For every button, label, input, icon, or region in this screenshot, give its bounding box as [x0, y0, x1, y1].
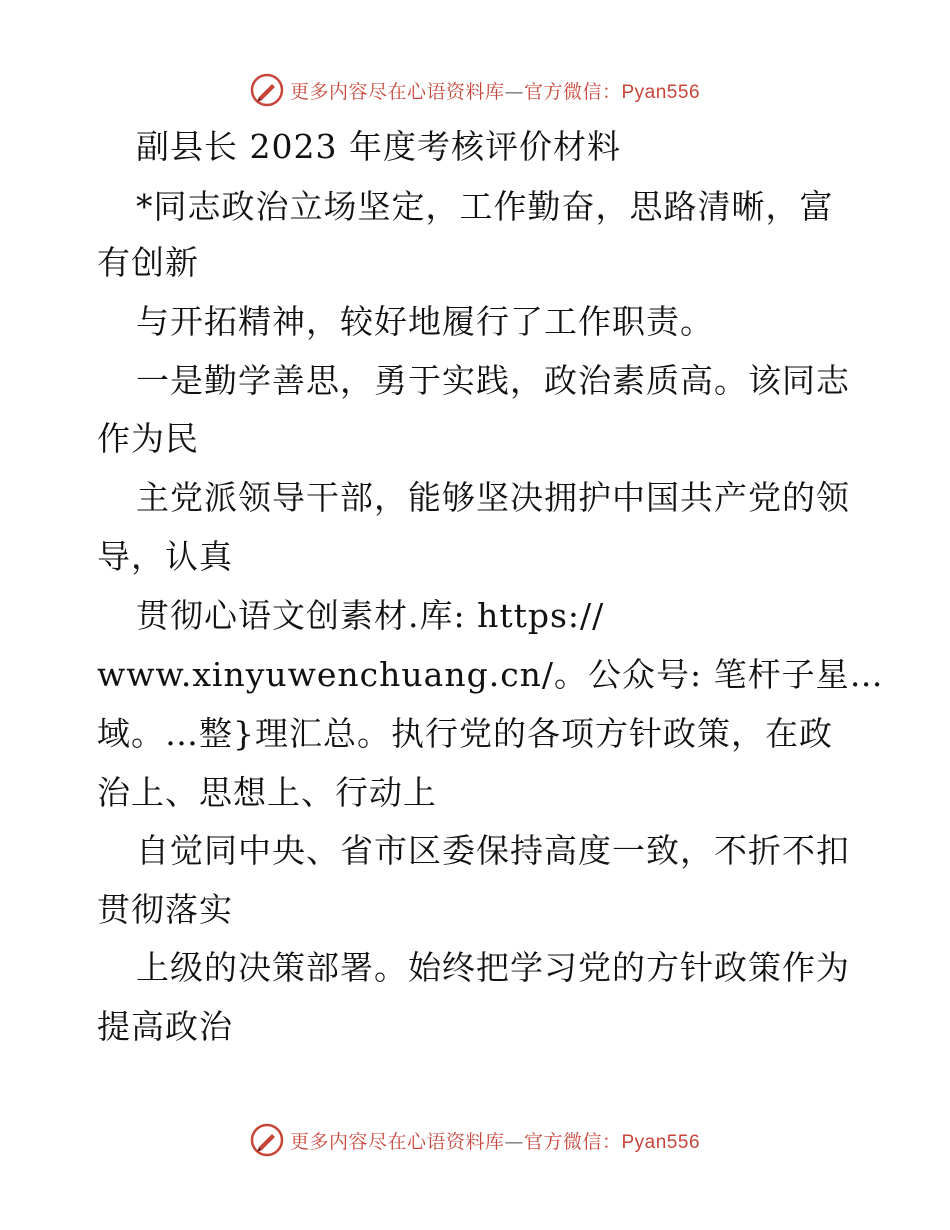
paragraph-line: 治上、思想上、行动上 [97, 773, 437, 812]
paragraph-line: 作为民 [97, 419, 199, 458]
footer-watermark [0, 1120, 950, 1160]
paragraph-line: 一是勤学善思，勇于实践，政治素质高。该同志 [136, 361, 850, 400]
pen-logo-icon [250, 1123, 284, 1157]
paragraph-line: 有创新 [97, 243, 199, 282]
paragraph-line: 域。…整}理汇总。执行党的各项方针政策，在政 [97, 714, 833, 753]
paragraph-line: www.xinyuwenchuang.cn/。公众号: 笔杆子星… [97, 655, 884, 694]
pen-logo-icon [250, 73, 284, 107]
document-title: 副县长 2023 年度考核评价材料 [136, 127, 621, 166]
watermark-text: 更多内容尽在心语资料库—官方微信：Pyan556 [289, 1130, 701, 1153]
paragraph-line: 上级的决策部署。始终把学习党的方针政策作为 [136, 948, 850, 987]
paragraph-line: 导，认真 [97, 537, 233, 576]
paragraph-line: 贯彻落实 [97, 890, 233, 929]
paragraph-line: 与开拓精神，较好地履行了工作职责。 [136, 302, 714, 341]
paragraph-line: 提高政治 [97, 1007, 233, 1046]
paragraph-line: 自觉同中央、省市区委保持高度一致，不折不扣 [136, 831, 850, 870]
paragraph-line: 主党派领导干部，能够坚决拥护中国共产党的领 [136, 478, 850, 517]
header-watermark [0, 70, 950, 110]
paragraph-line: *同志政治立场坚定，工作勤奋，思路清晰，富 [136, 187, 834, 226]
watermark-text: 更多内容尽在心语资料库—官方微信：Pyan556 [289, 80, 701, 103]
paragraph-line: 贯彻心语文创素材.库: https:// [136, 596, 605, 635]
